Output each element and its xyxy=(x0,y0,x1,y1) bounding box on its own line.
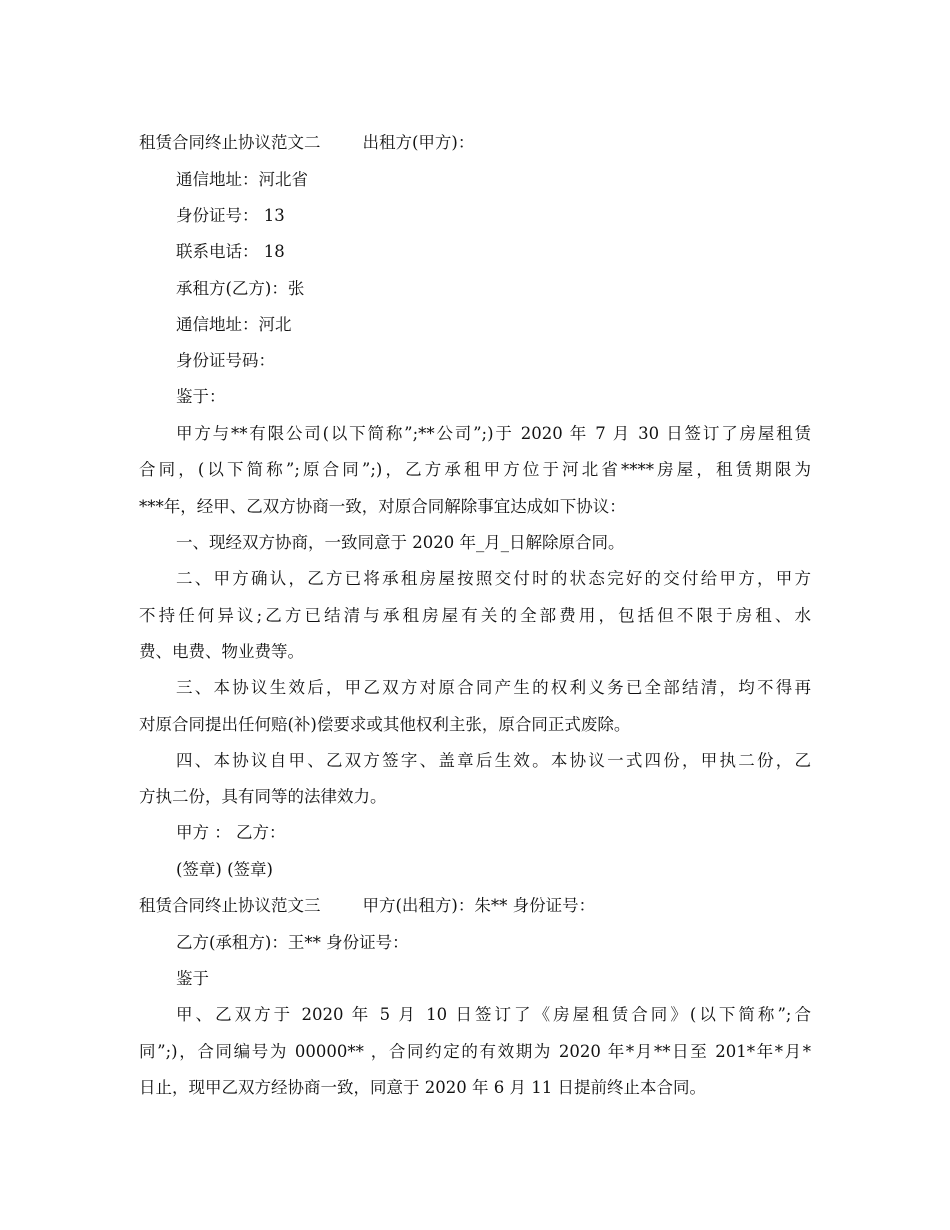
whereas-heading: 鉴于： xyxy=(176,387,226,406)
lessee-address: 通信地址：河北 xyxy=(176,315,292,334)
party-b-line: 乙方(承租方)：王** 身份证号： xyxy=(176,933,409,952)
termination-line-3: 日止，现甲乙双方经协商一致，同意于 2020 年 6 月 11 日提前终止本合同。 xyxy=(139,1078,706,1097)
lessee-id-number: 身份证号码： xyxy=(176,351,275,370)
clause-four-line-2: 方执二份，具有同等的法律效力。 xyxy=(139,787,387,806)
clause-three-line-2: 对原合同提出任何赔(补)偿要求或其他权利主张，原合同正式废除。 xyxy=(139,715,631,734)
termination-line-2: 同”;)，合同编号为 00000** ，合同约定的有效期为 2020 年*月**日至 201*年*月* xyxy=(139,1042,811,1061)
termination-line-1: 甲、乙双方于 2020 年 5 月 10 日签订了《房屋租赁合同》(以下简称”;合 xyxy=(176,1005,811,1024)
signature-seals: (签章) (签章) xyxy=(176,860,273,879)
section-heading-two: 租赁合同终止协议范文二 出租方(甲方)： xyxy=(139,133,475,152)
clause-two-line-3: 费、电费、物业费等。 xyxy=(139,642,304,661)
preamble-line-2: 合同，(以下简称”;原合同”;)，乙方承租甲方位于河北省****房屋，租赁期限为 xyxy=(139,460,811,479)
preamble-line-1: 甲方与**有限公司(以下简称”;**公司”;)于 2020 年 7 月 30 日签订了房屋租赁 xyxy=(176,424,811,443)
clause-two-line-1: 二、甲方确认，乙方已将承租房屋按照交付时的状态完好的交付给甲方，甲方 xyxy=(176,569,811,588)
clause-two-line-2: 不持任何异议;乙方已结清与承租房屋有关的全部费用，包括但不限于房租、水 xyxy=(139,606,811,625)
clause-one: 一、现经双方协商，一致同意于 2020 年_月_日解除原合同。 xyxy=(176,533,625,552)
clause-three-line-1: 三、本协议生效后，甲乙双方对原合同产生的权利义务已全部结清，均不得再 xyxy=(176,678,811,697)
section-heading-three: 租赁合同终止协议范文三 甲方(出租方)：朱** 身份证号： xyxy=(139,896,596,915)
lessor-id-number: 身份证号： 13 xyxy=(176,206,285,225)
whereas-heading-two: 鉴于 xyxy=(176,969,209,988)
lessor-address: 通信地址：河北省 xyxy=(176,170,308,189)
lessee-name: 承租方(乙方)：张 xyxy=(176,279,305,298)
clause-four-line-1: 四、本协议自甲、乙双方签字、盖章后生效。本协议一式四份，甲执二份，乙 xyxy=(176,751,811,770)
lessor-phone: 联系电话： 18 xyxy=(176,242,285,261)
signature-parties: 甲方 ： 乙方： xyxy=(176,823,286,842)
preamble-line-3: ***年，经甲、乙双方协商一致，对原合同解除事宜达成如下协议： xyxy=(139,497,626,516)
